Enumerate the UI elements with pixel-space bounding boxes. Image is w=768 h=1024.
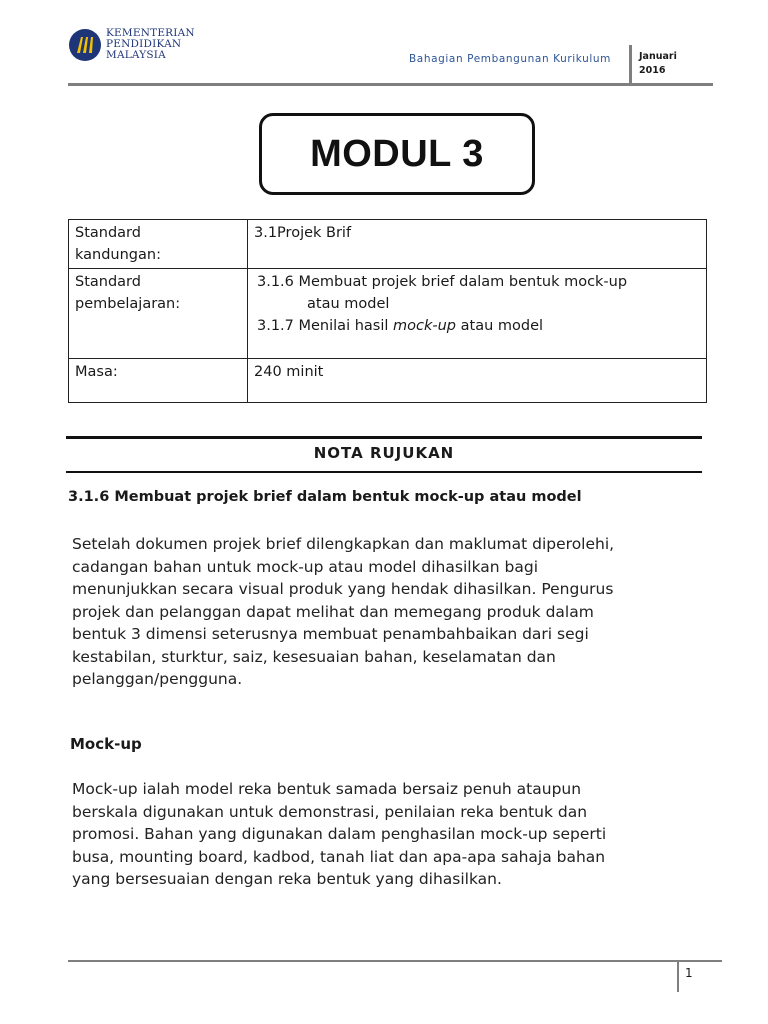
paragraph-line: Setelah dokumen projek brief dilengkapkan dan maklumat diperolehi, xyxy=(72,535,615,553)
value-italic: mock-up xyxy=(393,318,457,334)
module-title-box xyxy=(259,113,535,195)
value-line: 3.1.6 Membuat projek brief dalam bentuk mock-up xyxy=(257,274,628,290)
paragraph-2 xyxy=(72,778,712,891)
table-row xyxy=(69,359,707,403)
mockup-heading: Mock-up xyxy=(70,735,142,753)
row-label xyxy=(69,269,248,359)
value-text: atau model xyxy=(456,318,544,334)
paragraph-line: pelanggan/pengguna. xyxy=(72,670,243,688)
value-text: 3.1.7 Menilai hasil xyxy=(257,318,394,334)
row-label xyxy=(69,359,248,403)
header-divider xyxy=(629,45,632,83)
section-heading: 3.1.6 Membuat projek brief dalam bentuk mock-up atau model xyxy=(68,489,582,505)
logo-line-3: MALAYSIA xyxy=(106,49,166,61)
module-title: MODUL 3 xyxy=(310,132,484,175)
standards-table xyxy=(68,219,707,403)
table-row xyxy=(69,220,707,269)
paragraph-line: busa, mounting board, kadbod, tanah liat dan apa-apa sahaja bahan xyxy=(72,847,606,866)
nota-rule-top xyxy=(66,436,702,439)
logo-line-1: KEMENTERIAN xyxy=(106,27,195,39)
header-date xyxy=(639,50,677,78)
header-rule xyxy=(68,83,713,86)
footer-rule xyxy=(68,960,722,962)
label-line: Masa: xyxy=(75,364,118,380)
ministry-logo-text xyxy=(106,28,195,61)
page-number: 1 xyxy=(685,966,693,980)
ministry-logo-icon xyxy=(68,28,102,62)
logo-line-2: PENDIDIKAN xyxy=(106,38,182,50)
paragraph-line: cadangan bahan untuk mock-up atau model dihasilkan bagi xyxy=(72,557,538,576)
paragraph-line: Mock-up ialah model reka bentuk samada bersaiz penuh ataupun xyxy=(72,780,582,798)
paragraph-line: projek dan pelanggan dapat melihat dan memegang produk dalam xyxy=(72,602,594,621)
footer-divider xyxy=(677,962,679,992)
paragraph-line: kestabilan, sturktur, saiz, kesesuaian bahan, keselamatan dan xyxy=(72,647,556,666)
header-date-year: 2016 xyxy=(639,65,666,76)
row-value: 3.1Projek Brif xyxy=(248,220,707,269)
value-line xyxy=(257,318,543,334)
label-line: kandungan: xyxy=(75,247,161,263)
table-row xyxy=(69,269,707,359)
nota-rule-bottom xyxy=(66,471,702,473)
header-date-month: Januari xyxy=(639,51,677,62)
department-name: Bahagian Pembangunan Kurikulum xyxy=(409,53,612,65)
nota-title: NOTA RUJUKAN xyxy=(313,444,455,462)
paragraph-line: menunjukkan secara visual produk yang hendak dihasilkan. Pengurus xyxy=(72,580,614,598)
row-label xyxy=(69,220,248,269)
paragraph-line: berskala digunakan untuk demonstrasi, penilaian reka bentuk dan xyxy=(72,802,588,821)
label-line: pembelajaran: xyxy=(75,296,181,312)
row-value xyxy=(248,269,707,359)
paragraph-line: yang bersesuaian dengan reka bentuk yang dihasilkan. xyxy=(72,870,502,888)
value-line: atau model xyxy=(307,296,390,312)
label-line: Standard xyxy=(75,274,141,290)
paragraph-line: promosi. Bahan yang digunakan dalam penghasilan mock-up seperti xyxy=(72,825,607,843)
label-line: Standard xyxy=(75,225,141,241)
paragraph-1 xyxy=(72,533,712,691)
row-value: 240 minit xyxy=(248,359,707,403)
paragraph-line: bentuk 3 dimensi seterusnya membuat penambahbaikan dari segi xyxy=(72,625,589,643)
